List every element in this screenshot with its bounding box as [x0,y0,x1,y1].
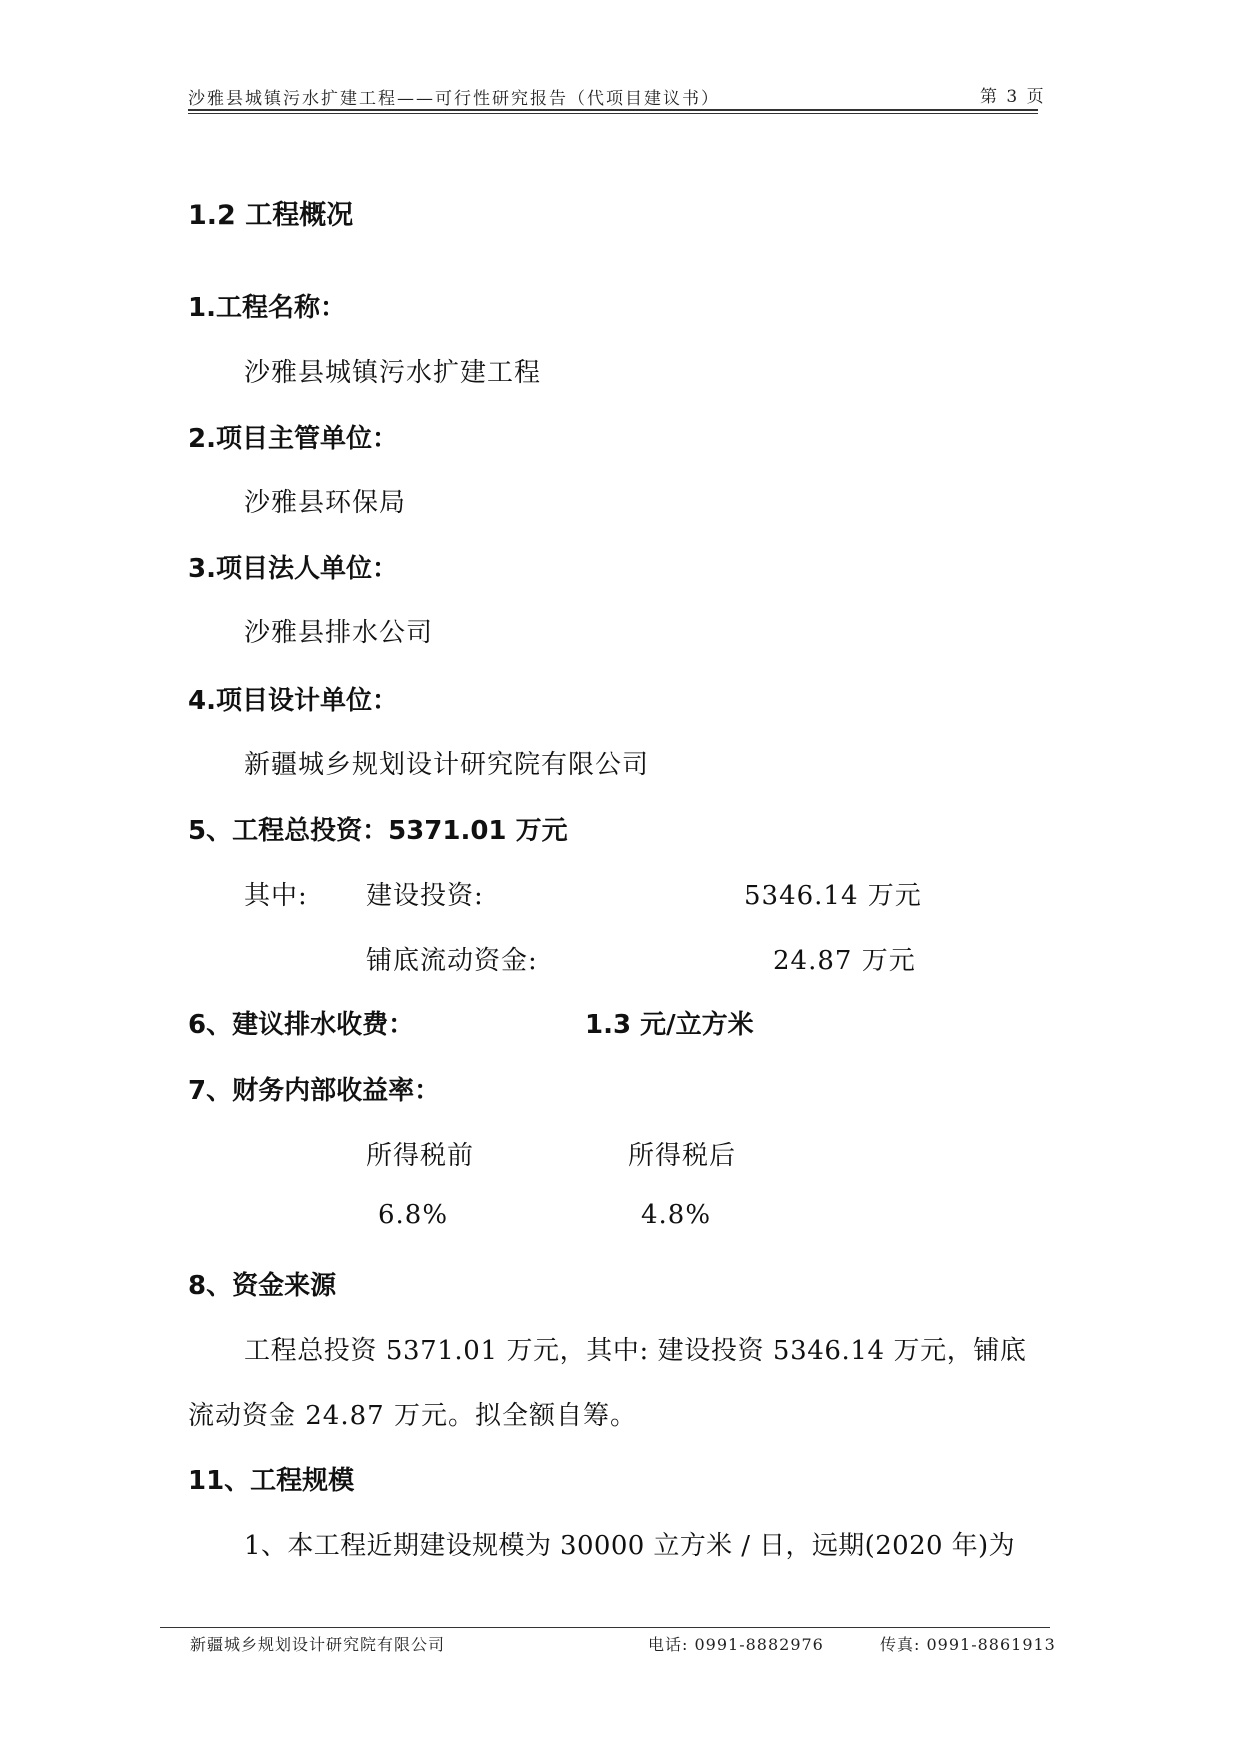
item-8-text-line2: 流动资金 24.87 万元。拟全额自筹。 [188,1401,637,1431]
item-5-row1-value: 5346.14 万元 [744,881,922,911]
item-7-col2-head: 所得税后 [628,1141,737,1171]
item-5-row1-label: 建设投资: [366,881,484,911]
footer-phone: 电话: 0991-8882976 [648,1635,824,1654]
item-6-label: 6、建议排水收费： [188,1010,415,1040]
item-1-label: 1.工程名称： [188,293,346,323]
item-2-value: 沙雅县环保局 [244,488,407,518]
item-5-row2-label: 铺底流动资金: [366,946,538,976]
item-5-row2-value: 24.87 万元 [773,946,916,976]
footer-fax: 传真: 0991-8861913 [880,1635,1056,1654]
item-11-text-line1: 1、本工程近期建设规模为 30000 立方米 / 日，远期(2020 年)为 [244,1531,1015,1561]
item-3-label: 3.项目法人单位： [188,554,398,584]
footer-rule [160,1627,1050,1628]
page-number: 第 3 页 [980,87,1046,107]
header-title: 沙雅县城镇污水扩建工程——可行性研究报告（代项目建议书） [188,89,720,109]
item-7-label: 7、财务内部收益率： [188,1076,441,1106]
header-rule-top [188,109,1038,111]
item-11-label: 11、工程规模 [188,1466,355,1496]
item-7-col1-value: 6.8% [378,1200,449,1230]
item-8-label: 8、资金来源 [188,1271,337,1301]
footer-company: 新疆城乡规划设计研究院有限公司 [190,1635,446,1654]
header-rule-bottom [188,113,1038,114]
item-7-col1-head: 所得税前 [366,1141,475,1171]
section-title: 1.2 工程概况 [188,200,354,231]
item-5-label: 5、工程总投资：5371.01 万元 [188,816,568,846]
item-3-value: 沙雅县排水公司 [244,618,434,648]
item-4-label: 4.项目设计单位： [188,686,398,716]
item-7-col2-value: 4.8% [641,1200,712,1230]
item-2-label: 2.项目主管单位： [188,424,398,454]
item-4-value: 新疆城乡规划设计研究院有限公司 [244,750,650,780]
item-6-value: 1.3 元/立方米 [585,1010,754,1040]
item-5-qizhong: 其中: [244,881,308,911]
item-8-text-line1: 工程总投资 5371.01 万元，其中: 建设投资 5346.14 万元，铺底 [244,1336,1027,1366]
item-1-value: 沙雅县城镇污水扩建工程 [244,358,542,388]
